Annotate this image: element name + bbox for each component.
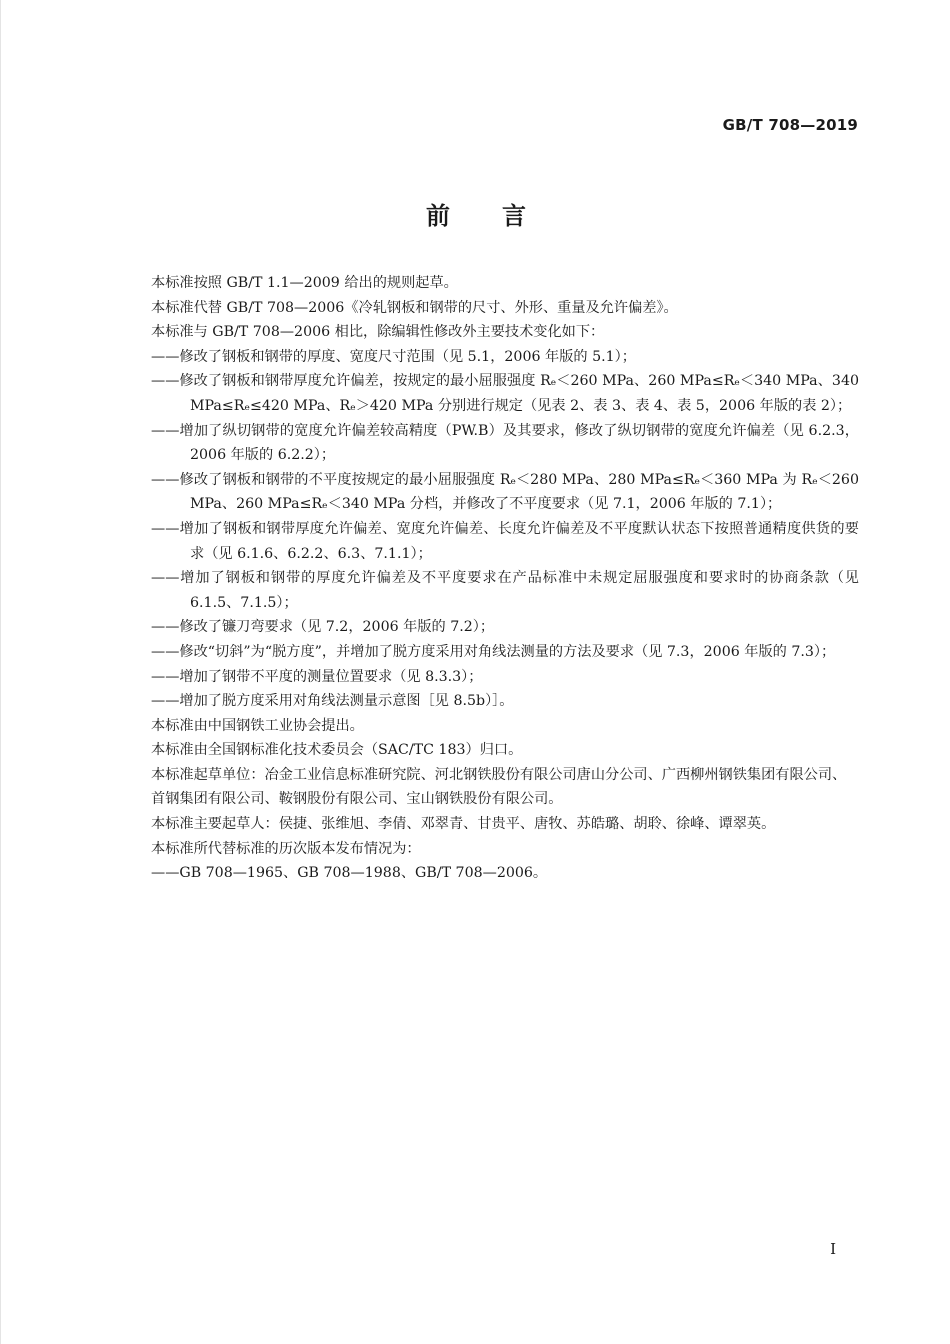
change-item: ——增加了钢板和钢带厚度允许偏差、宽度允许偏差、长度允许偏差及不平度默认状态下按照普通精度供货的要求（见 6.1.6、6.2.2、6.3、7.1.1）； (151, 520, 859, 562)
change-item: ——增加了脱方度采用对角线法测量示意图［见 8.5b）］。 (151, 693, 514, 710)
intro-paragraph: 本标准与 GB/T 708—2006 相比，除编辑性修改外主要技术变化如下： (151, 324, 605, 341)
change-item: ——修改了钢板和钢带厚度允许偏差，按规定的最小屈服强度 Rₑ＜260 MPa、260 MPa≤Rₑ＜340 MPa、340 MPa≤Rₑ≤420 MPa、Rₑ＞420 MPa 分别进行规定（见表 2、表 3、表 4、表 5，2006 年版的表 2）； (151, 373, 859, 414)
intro-paragraph: 本标准代替 GB/T 708—2006《冷轧钢板和钢带的尺寸、外形、重量及允许偏差》。 (151, 299, 678, 316)
change-item: ——修改了钢板和钢带的不平度按规定的最小屈服强度 Rₑ＜280 MPa、280 MPa≤Rₑ＜360 MPa 为 Rₑ＜260 MPa、260 MPa≤Rₑ＜340 MPa 分档，并修改了不平度要求（见 7.1，2006 年版的 7.1）； (151, 471, 859, 513)
change-item: ——增加了纵切钢带的宽度允许偏差较高精度（PW.B）及其要求，修改了纵切钢带的宽度允许偏差（见 6.2.3，2006 年版的 6.2.2）； (151, 422, 859, 464)
change-item: ——增加了钢板和钢带的厚度允许偏差及不平度要求在产品标准中未规定屈服强度和要求时的协商条款（见 6.1.5、7.1.5）； (151, 570, 859, 611)
change-item: ——修改了钢板和钢带的厚度、宽度尺寸范围（见 5.1，2006 年版的 5.1）； (151, 348, 636, 365)
intro-paragraph: 本标准按照 GB/T 1.1—2009 给出的规则起草。 (151, 275, 458, 291)
change-item: ——修改“切斜”为“脱方度”，并增加了脱方度采用对角线法测量的方法及要求（见 7.3，2006 年版的 7.3）； (151, 643, 836, 660)
page-number: I (830, 1240, 836, 1258)
outro-paragraph: 本标准由全国钢标准化技术委员会（SAC/TC 183）归口。 (151, 742, 523, 759)
drafting-units: 本标准起草单位：冶金工业信息标准研究院、河北钢铁股份有限公司唐山分公司、广西柳州钢铁集团有限公司、首钢集团有限公司、鞍钢股份有限公司、宝山钢铁股份有限公司。 (151, 766, 847, 808)
outro-paragraph: 本标准所代替标准的历次版本发布情况为： (151, 840, 421, 857)
outro-paragraph: 本标准由中国钢铁工业协会提出。 (151, 717, 364, 734)
standard-code: GB/T 708—2019 (722, 116, 858, 134)
page-title: 前言 (426, 202, 578, 230)
drafters: 本标准主要起草人：侯捷、张维旭、李倩、邓翠青、甘贵平、唐牧、苏皓璐、胡聆、徐峰、谭翠英。 (151, 816, 776, 833)
change-item: ——增加了钢带不平度的测量位置要求（见 8.3.3）； (151, 668, 483, 685)
change-item: ——修改了镰刀弯要求（见 7.2，2006 年版的 7.2）； (151, 619, 495, 636)
foreword-body (151, 271, 859, 886)
history-item: ——GB 708—1965、GB 708—1988、GB/T 708—2006。 (151, 865, 548, 882)
